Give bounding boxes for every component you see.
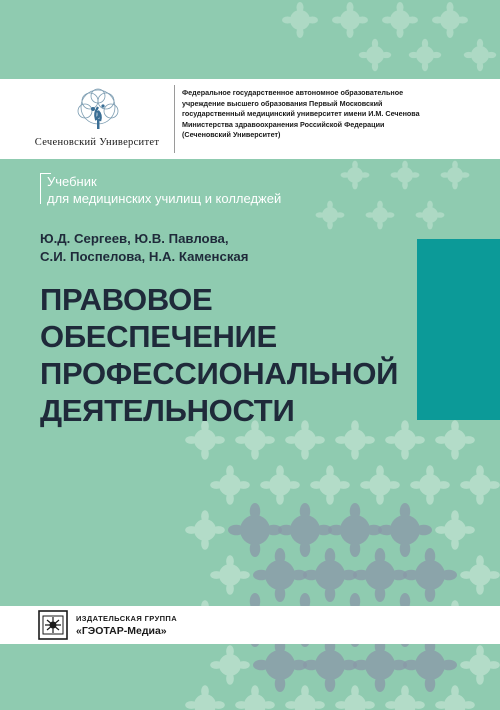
title-line: ПРОФЕССИОНАЛЬНОЙ bbox=[40, 356, 399, 391]
pattern-motif bbox=[285, 685, 325, 710]
pattern-motif bbox=[210, 465, 250, 505]
pattern-motif bbox=[385, 685, 425, 710]
publisher-text bbox=[76, 614, 177, 637]
title-line: ПРАВОВОЕ bbox=[40, 282, 213, 317]
pattern-motif bbox=[359, 39, 391, 71]
pattern-motif bbox=[235, 685, 275, 710]
institution-line: Министерства здравоохранения Российской Федерации bbox=[182, 119, 385, 129]
pattern-motif bbox=[210, 555, 250, 595]
pattern-motif bbox=[435, 420, 475, 460]
pattern-motif bbox=[303, 548, 357, 602]
pattern-motif bbox=[253, 548, 307, 602]
pattern-motif bbox=[335, 685, 375, 710]
pattern-motif bbox=[353, 548, 407, 602]
pattern-motif bbox=[378, 503, 432, 557]
book-audience: для медицинских училищ и колледжей bbox=[47, 191, 282, 206]
header-band bbox=[0, 79, 500, 159]
institution-line: Федеральное государственное автономное образовательное bbox=[182, 88, 404, 97]
pattern-motif bbox=[416, 201, 445, 230]
pattern-motif bbox=[353, 638, 407, 692]
pattern-motif bbox=[460, 465, 500, 505]
pattern-motif bbox=[303, 638, 357, 692]
pattern-motif bbox=[432, 2, 468, 38]
authors bbox=[40, 230, 248, 266]
book-title bbox=[40, 281, 398, 429]
publisher-band bbox=[0, 606, 500, 644]
institution-name bbox=[182, 88, 494, 141]
pattern-motif bbox=[460, 645, 500, 685]
pattern-motif bbox=[391, 161, 420, 190]
pattern-motif bbox=[366, 201, 395, 230]
university-logo bbox=[22, 87, 172, 151]
pattern-motif bbox=[210, 645, 250, 685]
publisher-logo-icon bbox=[38, 610, 68, 640]
university-caption: Сеченовский Университет bbox=[34, 137, 160, 148]
institution-line: (Сеченовский Университет) bbox=[182, 130, 281, 140]
header-divider bbox=[174, 85, 175, 153]
pattern-motif bbox=[435, 510, 475, 550]
institution-line: учреждение высшего образования Первый Московский bbox=[182, 98, 383, 108]
authors-line: С.И. Поспелова, Н.А. Каменская bbox=[40, 249, 249, 264]
pattern-motif bbox=[310, 465, 350, 505]
institution-line: государственный медицинский университет имени И.М. Сеченова bbox=[182, 109, 420, 119]
title-line: ДЕЯТЕЛЬНОСТИ bbox=[40, 393, 295, 428]
pattern-motif bbox=[260, 465, 300, 505]
pattern-motif bbox=[228, 503, 282, 557]
pattern-motif bbox=[410, 465, 450, 505]
pattern-motif bbox=[282, 2, 318, 38]
pattern-motif bbox=[382, 2, 418, 38]
tree-logo-icon bbox=[70, 87, 126, 133]
authors-line: Ю.Д. Сергеев, Ю.В. Павлова, bbox=[40, 231, 229, 246]
pattern-motif bbox=[341, 161, 370, 190]
pattern-motif bbox=[460, 555, 500, 595]
pattern-motif bbox=[328, 503, 382, 557]
pattern-motif bbox=[464, 39, 496, 71]
pattern-motif bbox=[185, 685, 225, 710]
pattern-motif bbox=[185, 510, 225, 550]
pattern-motif bbox=[316, 201, 345, 230]
pattern-motif bbox=[253, 638, 307, 692]
pattern-motif bbox=[403, 638, 457, 692]
pattern-motif bbox=[409, 39, 441, 71]
pattern-motif bbox=[403, 548, 457, 602]
book-type-label: Учебник bbox=[47, 174, 97, 189]
pattern-motif bbox=[435, 685, 475, 710]
pattern-motif bbox=[441, 161, 470, 190]
pattern-motif bbox=[278, 503, 332, 557]
accent-bar bbox=[417, 239, 500, 420]
publisher-group-label: ИЗДАТЕЛЬСКАЯ ГРУППА bbox=[76, 614, 178, 623]
pattern-motif bbox=[332, 2, 368, 38]
pattern-motif bbox=[360, 465, 400, 505]
publisher-name: «ГЭОТАР-Медиа» bbox=[76, 625, 167, 637]
title-line: ОБЕСПЕЧЕНИЕ bbox=[40, 319, 277, 354]
